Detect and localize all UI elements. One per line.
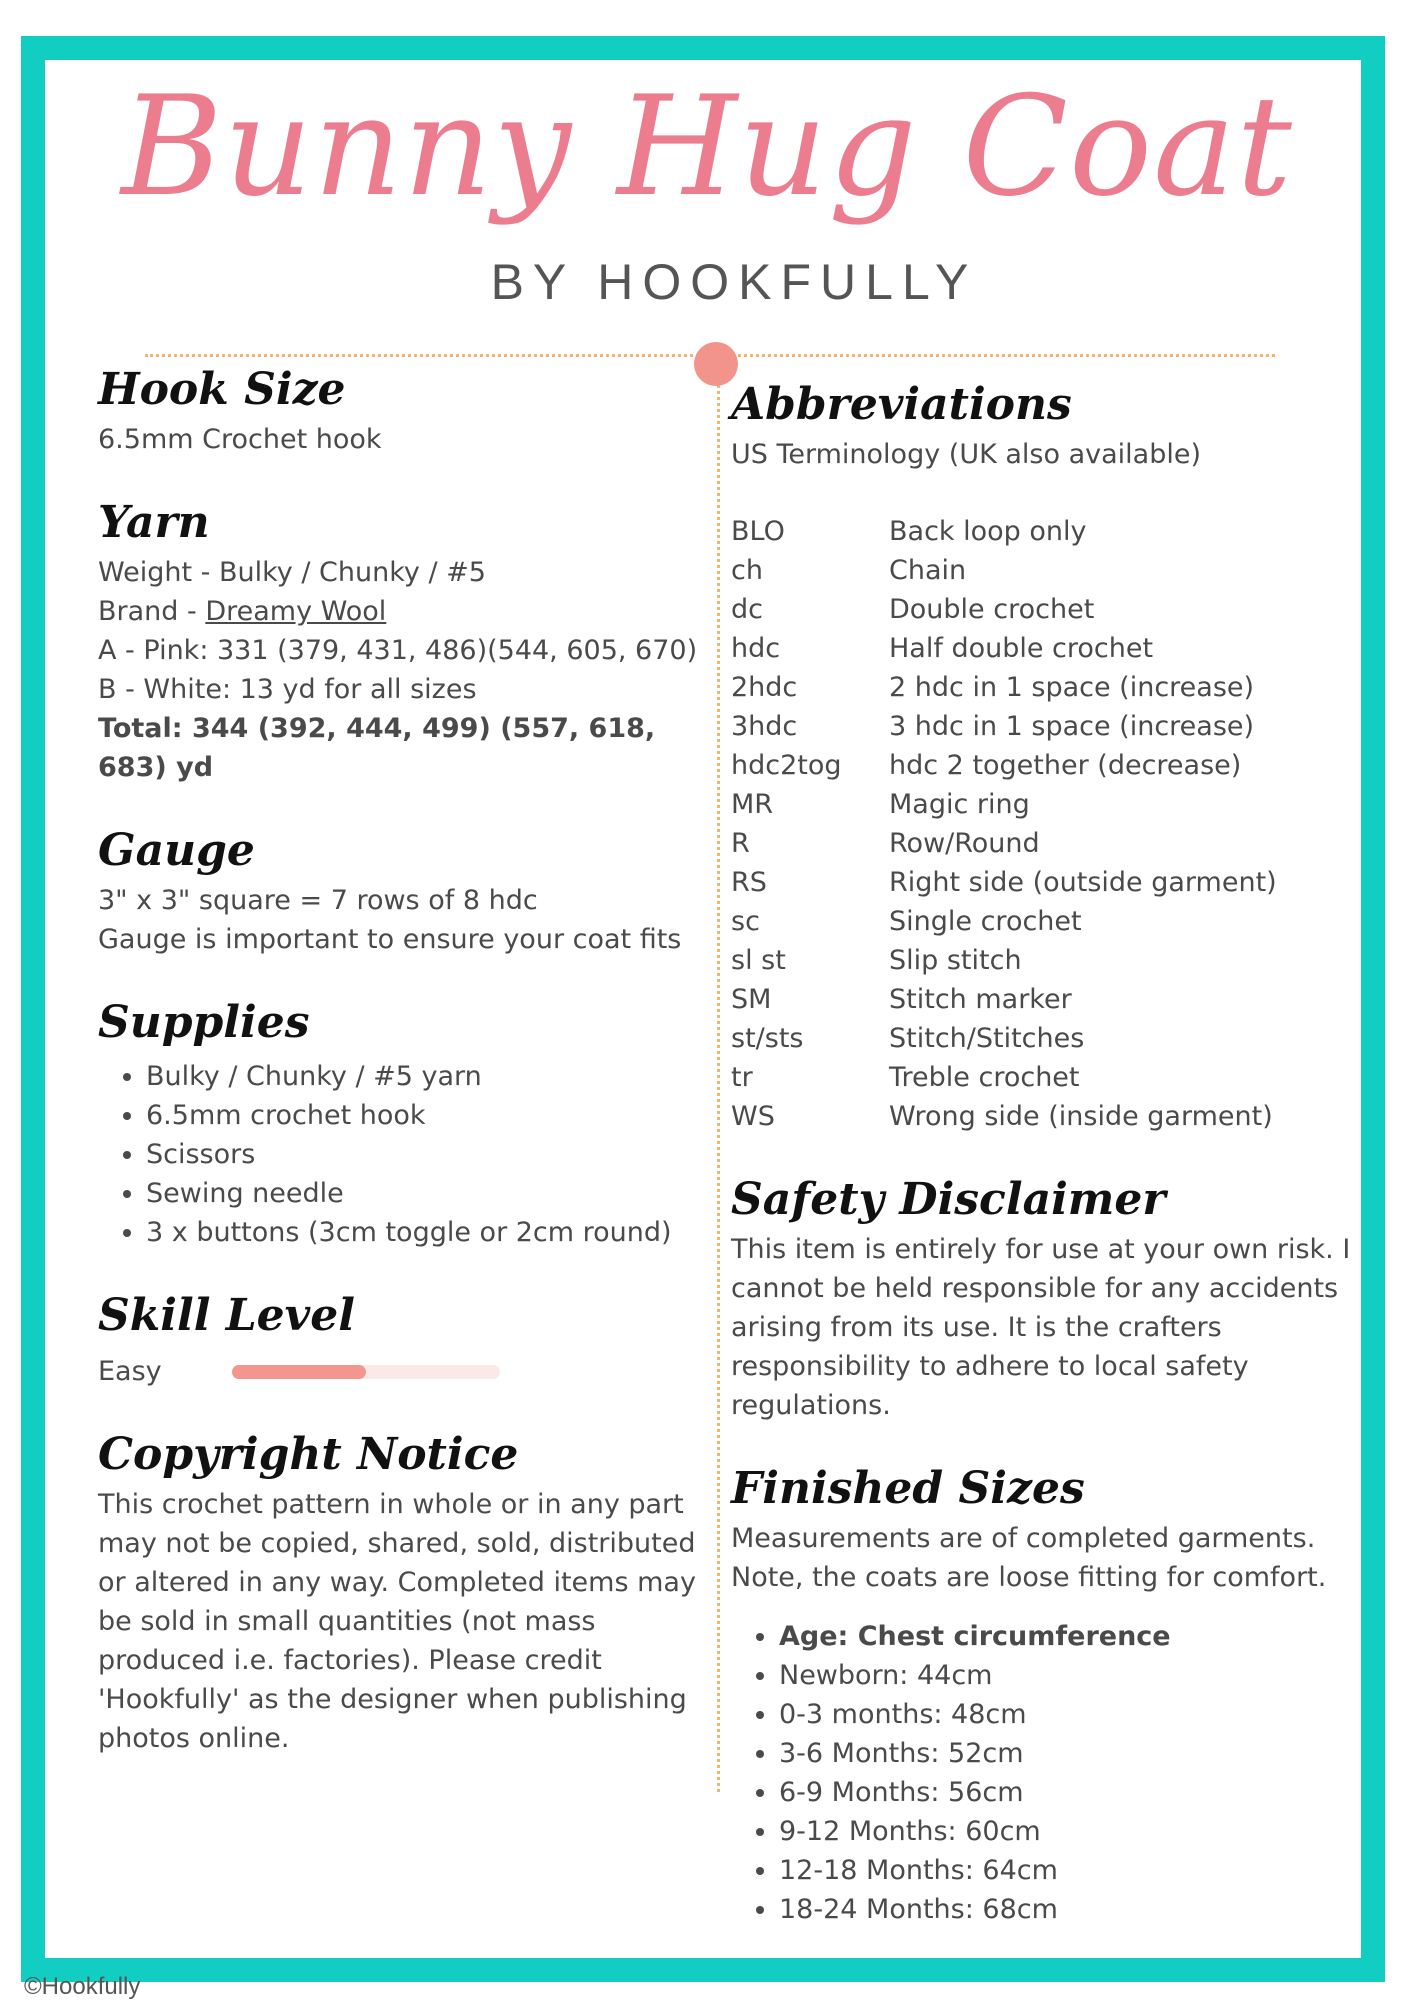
copyright-text: This crochet pattern in whole or in any part may not be copied, shared, sold, distributed or altered in any way. Completed items may be sold in small quantities (not mass produced i.e. factories). Please credit 'Hookfully' as the designer when publishing photos online. — [98, 1489, 696, 1754]
abbreviation-row — [731, 668, 1351, 707]
skill-heading: Skill Level — [98, 1290, 355, 1341]
abbreviation-value: Stitch/Stitches — [889, 1023, 1085, 1054]
list-item: • Sewing needle — [146, 1174, 708, 1213]
skill-row — [98, 1352, 708, 1391]
gauge-line-2: Gauge is important to ensure your coat fits — [98, 924, 682, 955]
abbreviation-value: Magic ring — [889, 789, 1030, 820]
copyright-section — [98, 1425, 708, 1758]
abbreviation-key: MR — [731, 789, 774, 820]
skill-bar — [232, 1365, 500, 1379]
abbreviation-row — [731, 1097, 1351, 1136]
abbreviation-key: st/sts — [731, 1023, 804, 1054]
abbreviation-value: Half double crochet — [889, 633, 1154, 664]
abbreviation-row — [731, 1019, 1351, 1058]
abbreviation-row — [731, 707, 1351, 746]
abbreviations-list — [731, 512, 1351, 1136]
abbreviation-row — [731, 629, 1351, 668]
abbreviation-key: SM — [731, 984, 772, 1015]
abbreviations-section — [731, 375, 1351, 1136]
safety-text: This item is entirely for use at your own risk. I cannot be held responsible for any accidents arising from its use. It is the crafters responsibility to adhere to local safety regulations. — [731, 1234, 1351, 1421]
abbreviation-key: hdc — [731, 633, 781, 664]
safety-heading: Safety Disclaimer — [731, 1174, 1166, 1225]
gauge-heading: Gauge — [98, 825, 255, 876]
list-item: • 6-9 Months: 56cm — [779, 1773, 1351, 1812]
abbreviation-row — [731, 980, 1351, 1019]
yarn-b: B - White: 13 yd for all sizes — [98, 674, 477, 705]
sizes-list — [731, 1617, 1351, 1929]
abbreviation-row — [731, 785, 1351, 824]
abbreviation-value: Stitch marker — [889, 984, 1072, 1015]
abbreviation-key: hdc2tog — [731, 750, 842, 781]
abbreviation-row — [731, 1058, 1351, 1097]
abbreviation-key: 3hdc — [731, 711, 798, 742]
sizes-section — [731, 1459, 1351, 1929]
yarn-brand — [98, 592, 708, 631]
yarn-heading: Yarn — [98, 497, 210, 548]
left-column — [98, 360, 708, 1792]
list-item: • Bulky / Chunky / #5 yarn — [146, 1057, 708, 1096]
sizes-intro: Measurements are of completed garments. Note, the coats are loose fitting for comfort. — [731, 1523, 1327, 1593]
list-item: • 6.5mm crochet hook — [146, 1096, 708, 1135]
abbreviation-value: Treble crochet — [889, 1062, 1080, 1093]
abbreviation-key: 2hdc — [731, 672, 798, 703]
abbreviation-value: Single crochet — [889, 906, 1082, 937]
footer-credit: ©Hookfully — [24, 1973, 141, 2000]
sizes-heading: Finished Sizes — [731, 1463, 1085, 1514]
supplies-list — [98, 1057, 708, 1252]
skill-bar-fill — [232, 1365, 366, 1379]
sizes-header-item: • Age: Chest circumference — [779, 1617, 1351, 1656]
abbreviation-value: 3 hdc in 1 space (increase) — [889, 711, 1255, 742]
abbreviation-row — [731, 551, 1351, 590]
yarn-a: A - Pink: 331 (379, 431, 486)(544, 605, 670) — [98, 635, 698, 666]
abbreviation-value: Back loop only — [889, 516, 1087, 547]
abbreviation-row — [731, 746, 1351, 785]
yarn-weight: Weight - Bulky / Chunky / #5 — [98, 557, 486, 588]
abbreviation-value: Wrong side (inside garment) — [889, 1101, 1273, 1132]
abbreviation-value: Row/Round — [889, 828, 1040, 859]
abbreviation-value: 2 hdc in 1 space (increase) — [889, 672, 1255, 703]
abbreviation-key: sl st — [731, 945, 786, 976]
abbreviation-value: Right side (outside garment) — [889, 867, 1277, 898]
abbreviation-row — [731, 941, 1351, 980]
right-column — [731, 375, 1351, 1963]
list-item: • Newborn: 44cm — [779, 1656, 1351, 1695]
abbreviation-key: WS — [731, 1101, 775, 1132]
abbreviation-row — [731, 902, 1351, 941]
abbreviation-key: sc — [731, 906, 760, 937]
abbreviation-row — [731, 512, 1351, 551]
list-item: • 18-24 Months: 68cm — [779, 1890, 1351, 1929]
list-item: • 3 x buttons (3cm toggle or 2cm round) — [146, 1213, 708, 1252]
list-item: • 0-3 months: 48cm — [779, 1695, 1351, 1734]
abbreviation-key: ch — [731, 555, 763, 586]
list-item: • 9-12 Months: 60cm — [779, 1812, 1351, 1851]
skill-section — [98, 1286, 708, 1391]
yarn-total: Total: 344 (392, 444, 499) (557, 618, 683) yd — [98, 713, 656, 783]
abbreviation-key: tr — [731, 1062, 753, 1093]
page-title: Bunny Hug Coat — [121, 66, 1293, 227]
abbreviation-value: Chain — [889, 555, 967, 586]
gauge-section — [98, 821, 708, 959]
skill-label: Easy — [98, 1356, 162, 1387]
yarn-brand-prefix: Brand - — [98, 596, 206, 627]
byline: BY HOOKFULLY — [490, 254, 978, 310]
hook-heading: Hook Size — [98, 364, 346, 415]
hook-text: 6.5mm Crochet hook — [98, 424, 382, 455]
abbreviation-row — [731, 824, 1351, 863]
yarn-brand-link[interactable]: Dreamy Wool — [205, 596, 387, 627]
abbreviation-value: Double crochet — [889, 594, 1095, 625]
abbreviation-value: hdc 2 together (decrease) — [889, 750, 1242, 781]
abbreviation-row — [731, 863, 1351, 902]
supplies-heading: Supplies — [98, 997, 310, 1048]
abbreviation-key: BLO — [731, 516, 785, 547]
yarn-section — [98, 493, 708, 787]
supplies-section — [98, 993, 708, 1252]
vertical-divider — [717, 372, 720, 1792]
abbreviation-key: RS — [731, 867, 767, 898]
copyright-heading: Copyright Notice — [98, 1429, 519, 1480]
abbreviation-value: Slip stitch — [889, 945, 1022, 976]
list-item: • 3-6 Months: 52cm — [779, 1734, 1351, 1773]
abbreviation-row — [731, 590, 1351, 629]
abbreviations-subtitle: US Terminology (UK also available) — [731, 439, 1201, 470]
safety-section — [731, 1170, 1351, 1425]
abbreviation-key: R — [731, 828, 750, 859]
list-item: • Scissors — [146, 1135, 708, 1174]
list-item: • 12-18 Months: 64cm — [779, 1851, 1351, 1890]
abbreviation-key: dc — [731, 594, 763, 625]
abbreviations-heading: Abbreviations — [731, 379, 1072, 430]
gauge-line-1: 3" x 3" square = 7 rows of 8 hdc — [98, 885, 538, 916]
hook-section — [98, 360, 708, 459]
